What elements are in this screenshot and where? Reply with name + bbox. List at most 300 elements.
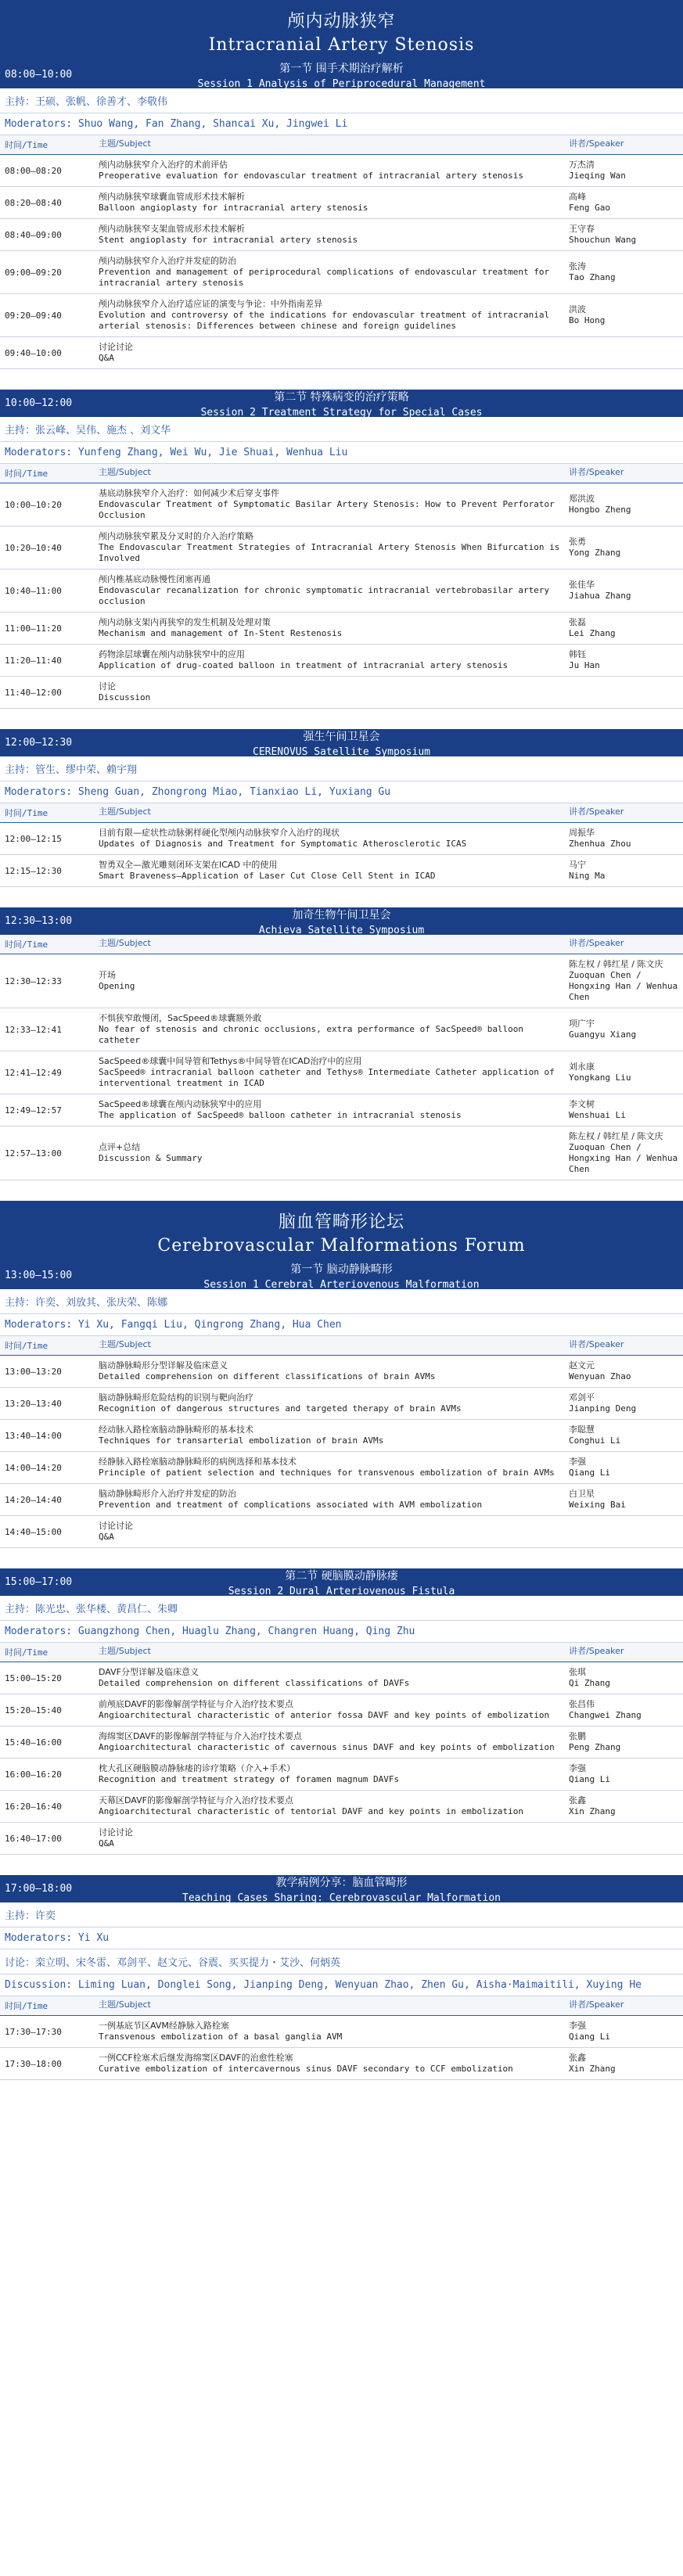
row-time: 17:30—18:00 — [5, 2058, 62, 2069]
row-subject — [99, 256, 569, 289]
session-chairs: 主持：管生、缪中荣、赖宇翔 — [0, 756, 683, 781]
column-speaker-header: 讲者/Speaker — [569, 938, 624, 948]
speaker-name-cn: 刘永康 — [569, 1062, 595, 1072]
column-time-header: 时间/Time — [5, 808, 49, 818]
row-speaker — [569, 1699, 678, 1721]
section-gap — [0, 1180, 683, 1201]
row-subject-cn: 讨论讨论 — [99, 1827, 133, 1838]
table-row — [0, 1516, 683, 1548]
row-subject-cn: 讨论 — [99, 681, 116, 692]
table-row — [0, 855, 683, 887]
row-subject — [99, 1699, 569, 1721]
session-header — [0, 907, 683, 935]
row-subject-en: Curative embolization of intercavernous sinus DAVF secondary to CCF embolization — [99, 2064, 513, 2074]
row-subject-en: Stent angioplasty for intracranial artery stenosis — [99, 235, 358, 245]
column-time-header: 时间/Time — [5, 140, 49, 150]
row-speaker — [569, 1795, 678, 1817]
row-speaker — [569, 1667, 678, 1689]
row-subject-en: Q&A — [99, 353, 114, 363]
row-speaker — [569, 649, 678, 671]
row-speaker — [569, 160, 678, 181]
row-time: 10:40—11:00 — [5, 585, 62, 596]
row-subject-en: Recognition of dangerous structures and targeted therapy of brain AVMs — [99, 1403, 462, 1414]
row-subject-cn: 不惧狭窄敢慢闭，SacSpeed®球囊额外敢 — [99, 1013, 262, 1023]
session-time: 13:00—15:00 — [5, 1270, 73, 1281]
row-time: 13:20—13:40 — [5, 1398, 62, 1409]
session-time: 15:00—17:00 — [5, 1576, 73, 1588]
speaker-name-en: Weixing Bai — [569, 1500, 626, 1510]
table-row — [0, 645, 683, 677]
speaker-name-cn: 李聪慧 — [569, 1425, 595, 1435]
row-subject-en: No fear of stenosis and chronic occlusions, extra performance of SacSpeed® balloon catheter — [99, 1024, 524, 1045]
speaker-name-cn: 陈左权 / 韩红星 / 陈文庆 — [569, 1131, 663, 1141]
speaker-name-en: Ning Ma — [569, 871, 606, 881]
session-moderators: Moderators: Yi Xu, Fangqi Liu, Qingrong Zhang, Hua Chen — [0, 1314, 683, 1336]
row-subject-cn: 一例CCF栓塞术后继发海绵窦区DAVF的治愈性栓塞 — [99, 2053, 293, 2063]
row-speaker — [569, 1425, 678, 1446]
session-moderators: Moderators: Yunfeng Zhang, Wei Wu, Jie Shuai, Wenhua Liu — [0, 442, 683, 464]
row-subject-cn: SacSpeed®球囊中间导管和Tethys®中间导管在ICAD治疗中的应用 — [99, 1056, 362, 1066]
row-subject-en: Q&A — [99, 1838, 114, 1848]
column-time-header: 时间/Time — [5, 2001, 49, 2011]
table-row — [0, 677, 683, 709]
row-speaker — [569, 1457, 678, 1478]
forum-title-cn: 颅内动脉狭窄 — [287, 12, 396, 31]
speaker-name-cn: 张昌伟 — [569, 1699, 595, 1709]
forum-title-en: Cerebrovascular Malformations Forum — [157, 1236, 526, 1256]
column-subject-header: 主题/Subject — [99, 807, 151, 817]
row-speaker — [569, 1131, 678, 1175]
section-gap — [0, 1548, 683, 1568]
table-row — [0, 1420, 683, 1452]
column-subject-header: 主题/Subject — [99, 1646, 151, 1656]
row-subject — [99, 970, 569, 992]
row-subject — [99, 488, 569, 521]
speaker-name-en: Changwei Zhang — [569, 1710, 642, 1720]
session-title-cn: 第一节 围手术期治疗解析 — [279, 62, 404, 75]
row-time: 12:00—12:15 — [5, 833, 62, 844]
row-speaker — [569, 2053, 678, 2075]
table-row — [0, 251, 683, 294]
column-time-header: 时间/Time — [5, 1647, 49, 1658]
speaker-name-cn: 韩钰 — [569, 649, 586, 659]
speaker-name-cn: 李文树 — [569, 1099, 595, 1109]
row-speaker — [569, 261, 678, 283]
speaker-name-cn: 张磊 — [569, 617, 586, 627]
session-header — [0, 729, 683, 756]
speaker-name-cn: 张勇 — [569, 537, 586, 547]
row-time: 14:00—14:20 — [5, 1462, 62, 1473]
table-header — [0, 1996, 683, 2016]
row-time: 09:40—10:00 — [5, 347, 62, 358]
row-subject-en: Principle of patient selection and techniques for transvenous embolization of brain AVMs — [99, 1468, 555, 1478]
speaker-name-cn: 张涛 — [569, 261, 586, 271]
table-row — [0, 187, 683, 219]
speaker-name-en: Jiahua Zhang — [569, 591, 631, 601]
speaker-name-en: Zuoquan Chen / Hongxing Han / Wenhua Chen — [569, 970, 678, 1002]
table-row — [0, 219, 683, 251]
speaker-name-cn: 高峰 — [569, 192, 586, 202]
row-time: 15:20—15:40 — [5, 1705, 62, 1716]
session-time: 12:30—13:00 — [5, 915, 73, 927]
row-subject — [99, 1489, 569, 1511]
row-subject-en: Prevention and management of periprocedural complications of endovascular treatment for intracranial artery stenosis — [99, 267, 550, 288]
column-time-header: 时间/Time — [5, 469, 49, 479]
speaker-name-en: Ju Han — [569, 660, 600, 670]
row-subject-en: Angioarchitectural characteristic of tentorial DAVF and key points in embolization — [99, 1806, 524, 1816]
table-row — [0, 1662, 683, 1694]
speaker-name-en: Xin Zhang — [569, 2064, 616, 2074]
speaker-name-en: Lei Zhang — [569, 628, 616, 638]
speaker-name-en: Wenshuai Li — [569, 1110, 626, 1120]
speaker-name-en: Peng Zhang — [569, 1742, 621, 1752]
row-time: 12:15—12:30 — [5, 865, 62, 876]
row-subject-cn: 脑动静脉畸形分型详解及临床意义 — [99, 1360, 228, 1371]
table-header — [0, 464, 683, 483]
table-header — [0, 1336, 683, 1356]
table-row — [0, 1484, 683, 1516]
speaker-name-en: Bo Hong — [569, 315, 606, 325]
session-chairs: 主持：许奕 — [0, 1902, 683, 1928]
speaker-name-en: Wenyuan Zhao — [569, 1371, 631, 1381]
column-subject-header: 主题/Subject — [99, 467, 151, 477]
row-subject-cn: 颅内动脉狭窄球囊血管成形术技术解析 — [99, 192, 245, 202]
forum-header — [0, 1201, 683, 1262]
session-title-cn: 第二节 特殊病变的治疗策略 — [274, 390, 409, 404]
row-time: 17:30—17:30 — [5, 2026, 62, 2037]
row-subject-cn: 经动脉入路栓塞脑动静脉畸形的基本技术 — [99, 1425, 253, 1435]
table-row — [0, 823, 683, 855]
session-title-cn: 加奇生物午间卫星会 — [292, 908, 391, 922]
table-header — [0, 135, 683, 155]
row-speaker — [569, 192, 678, 214]
row-subject — [99, 1827, 569, 1849]
session-title-en: Session 1 Analysis of Periprocedural Management — [197, 77, 486, 90]
row-subject — [99, 1457, 569, 1478]
session-moderators: Moderators: Shuo Wang, Fan Zhang, Shancai Xu, Jingwei Li — [0, 113, 683, 135]
row-subject-en: Smart Braveness—Application of Laser Cut Close Cell Stent in ICAD — [99, 871, 436, 881]
speaker-name-cn: 李强 — [569, 1457, 586, 1467]
session-header — [0, 61, 683, 88]
row-subject-en: Prevention and treatment of complications associated with AVM embolization — [99, 1500, 483, 1510]
speaker-name-cn: 郑洪波 — [569, 494, 595, 504]
session-moderators: Moderators: Sheng Guan, Zhongrong Miao, Tianxiao Li, Yuxiang Gu — [0, 781, 683, 803]
row-speaker — [569, 1099, 678, 1121]
session-chairs: 主持：张云峰、吴伟、施杰 、刘文华 — [0, 417, 683, 442]
table-row — [0, 1094, 683, 1126]
row-speaker — [569, 224, 678, 246]
speaker-name-cn: 周振华 — [569, 828, 595, 838]
session-chairs: 主持：王硕、张帆、徐善才、李敬伟 — [0, 88, 683, 113]
row-subject-cn: 天幕区DAVF的影像解剖学特征与介入治疗技术要点 — [99, 1795, 293, 1805]
row-time: 14:20—14:40 — [5, 1494, 62, 1505]
session-title-en: Session 1 Cerebral Arteriovenous Malformation — [203, 1278, 480, 1291]
row-speaker — [569, 304, 678, 326]
row-speaker — [569, 828, 678, 850]
row-subject — [99, 1763, 569, 1785]
session-title-cn: 第一节 脑动静脉畸形 — [290, 1263, 393, 1276]
speaker-name-cn: 马宁 — [569, 860, 586, 870]
table-row — [0, 569, 683, 613]
row-speaker — [569, 1763, 678, 1785]
row-subject-cn: 脑动静脉畸形介入治疗并发症的防治 — [99, 1489, 236, 1499]
session-title-en: CERENOVUS Satellite Symposium — [253, 745, 430, 758]
row-time: 15:40—16:00 — [5, 1737, 62, 1748]
row-subject — [99, 1360, 569, 1382]
section-gap — [0, 887, 683, 907]
row-subject-en: Angioarchitectural characteristic of cavernous sinus DAVF and key points of embolization — [99, 1742, 555, 1752]
row-subject — [99, 299, 569, 332]
table-row — [0, 483, 683, 526]
table-row — [0, 1008, 683, 1051]
column-speaker-header: 讲者/Speaker — [569, 1646, 624, 1656]
table-row — [0, 1823, 683, 1855]
row-subject — [99, 1425, 569, 1446]
row-subject-cn: 枕大孔区硬脑膜动静脉瘘的诊疗策略（介入+手术） — [99, 1763, 296, 1773]
speaker-name-en: Qiang Li — [569, 2032, 610, 2042]
row-subject-cn: 颅内动脉狭窄介入治疗的术前评估 — [99, 160, 228, 170]
speaker-name-cn: 赵文元 — [569, 1360, 595, 1371]
table-row — [0, 1791, 683, 1823]
row-subject-en: Application of drug-coated balloon in treatment of intracranial artery stenosis — [99, 660, 509, 670]
speaker-name-cn: 李强 — [569, 2021, 586, 2031]
row-subject-en: Transvenous embolization of a basal ganglia AVM — [99, 2032, 343, 2042]
table-row — [0, 2016, 683, 2048]
speaker-name-en: Qiang Li — [569, 1468, 610, 1478]
session-time: 08:00—10:00 — [5, 69, 73, 81]
speaker-name-en: Jieqing Wan — [569, 171, 626, 181]
row-subject-cn: 颅内动脉狭窄介入治疗并发症的防治 — [99, 256, 236, 266]
session-title-en: Teaching Cases Sharing: Cerebrovascular Malformation — [182, 1892, 501, 1904]
row-subject — [99, 2021, 569, 2042]
table-row — [0, 1452, 683, 1484]
row-time: 08:00—08:20 — [5, 165, 62, 176]
row-subject — [99, 860, 569, 882]
session-header — [0, 1875, 683, 1902]
row-time: 12:57—13:00 — [5, 1148, 62, 1159]
section-gap — [0, 1855, 683, 1875]
speaker-name-cn: 张佳华 — [569, 580, 595, 590]
row-time: 16:20—16:40 — [5, 1801, 62, 1812]
column-subject-header: 主题/Subject — [99, 138, 151, 149]
row-time: 12:49—12:57 — [5, 1105, 62, 1116]
row-subject-cn: 讨论讨论 — [99, 342, 133, 352]
row-subject-en: Opening — [99, 981, 135, 991]
row-subject — [99, 1392, 569, 1414]
speaker-name-en: Qi Zhang — [569, 1678, 610, 1688]
table-row — [0, 1759, 683, 1791]
speaker-name-en: Zuoquan Chen / Hongxing Han / Wenhua Chen — [569, 1142, 678, 1174]
row-subject-en: Techniques for transarterial embolization of brain AVMs — [99, 1435, 384, 1446]
row-time: 09:00—09:20 — [5, 267, 62, 278]
row-subject-en: SacSpeed® intracranial balloon catheter and Tethys® Intermediate Catheter application of interventional treatment in ICAD — [99, 1067, 555, 1088]
speaker-name-cn: 张琪 — [569, 1667, 586, 1677]
row-time: 16:40—17:00 — [5, 1833, 62, 1844]
row-subject-en: Detailed comprehension on different classifications of DAVFs — [99, 1678, 410, 1688]
session-moderators: Moderators: Yi Xu — [0, 1928, 683, 1949]
row-time: 12:41—12:49 — [5, 1067, 62, 1078]
row-subject-en: Detailed comprehension on different classifications of brain AVMs — [99, 1371, 436, 1381]
speaker-name-en: Qiang Li — [569, 1774, 610, 1784]
row-subject-en: Recognition and treatment strategy of foramen magnum DAVFs — [99, 1774, 400, 1784]
row-speaker — [569, 1489, 678, 1511]
row-time: 13:00—13:20 — [5, 1366, 62, 1377]
column-time-header: 时间/Time — [5, 1341, 49, 1351]
table-header — [0, 803, 683, 823]
row-time: 08:20—08:40 — [5, 197, 62, 208]
row-subject-cn: 颅内椎基底动脉慢性闭塞再通 — [99, 574, 210, 584]
column-speaker-header: 讲者/Speaker — [569, 138, 624, 149]
table-header — [0, 935, 683, 954]
row-time: 10:20—10:40 — [5, 542, 62, 553]
row-subject — [99, 2053, 569, 2075]
speaker-name-en: Tao Zhang — [569, 272, 616, 282]
speaker-name-en: Zhenhua Zhou — [569, 839, 631, 849]
row-subject-cn: 前颅底DAVF的影像解剖学特征与介入治疗技术要点 — [99, 1699, 293, 1709]
speaker-name-en: Shouchun Wang — [569, 235, 637, 245]
row-subject-en: Balloon angioplasty for intracranial artery stenosis — [99, 203, 368, 213]
table-row — [0, 1726, 683, 1759]
row-subject-cn: 颅内动脉支架内再狭窄的发生机制及处理对策 — [99, 617, 271, 627]
session-title-en: Session 2 Dural Arteriovenous Fistula — [228, 1585, 455, 1597]
session-time: 10:00—12:00 — [5, 397, 73, 409]
row-speaker — [569, 1360, 678, 1382]
forum-title-cn: 脑血管畸形论坛 — [278, 1213, 404, 1232]
table-row — [0, 613, 683, 645]
column-speaker-header: 讲者/Speaker — [569, 1339, 624, 1349]
row-subject-en: The application of SacSpeed® balloon catheter in intracranial stenosis — [99, 1110, 462, 1120]
speaker-name-cn: 白卫星 — [569, 1489, 595, 1499]
row-time: 12:30—12:33 — [5, 975, 62, 986]
table-row — [0, 1051, 683, 1094]
column-subject-header: 主题/Subject — [99, 1999, 151, 2010]
forum-header — [0, 0, 683, 61]
row-time: 09:20—09:40 — [5, 310, 62, 321]
session-chairs: 主持：陈光忠、张华楼、黄昌仁、朱卿 — [0, 1596, 683, 1621]
speaker-name-cn: 张鹏 — [569, 1731, 586, 1741]
column-subject-header: 主题/Subject — [99, 938, 151, 948]
column-speaker-header: 讲者/Speaker — [569, 1999, 624, 2010]
session-header — [0, 390, 683, 417]
row-subject — [99, 574, 569, 607]
row-subject-cn: 药物涂层球囊在颅内动脉狭窄中的应用 — [99, 649, 245, 659]
table-row — [0, 294, 683, 337]
row-subject-cn: 海绵窦区DAVF的影像解剖学特征与介入治疗技术要点 — [99, 1731, 302, 1741]
row-subject — [99, 1731, 569, 1753]
column-speaker-header: 讲者/Speaker — [569, 467, 624, 477]
forum-title-en: Intracranial Artery Stenosis — [208, 35, 475, 55]
row-subject — [99, 192, 569, 214]
session-discussion-cn: 讨论：栾立明、宋冬雷、邓剑平、赵文元、谷震、买买提力・艾沙、何炳英 — [0, 1949, 683, 1974]
row-subject-cn: 一例基底节区AVM经静脉入路栓塞 — [99, 2021, 229, 2031]
row-time: 11:40—12:00 — [5, 687, 62, 698]
row-subject-cn: 脑动静脉畸形危险结构的识别与靶向治疗 — [99, 1392, 253, 1403]
row-subject-en: Endovascular Treatment of Symptomatic Basilar Artery Stenosis: How to Prevent Perforator Occlusion — [99, 499, 555, 520]
column-subject-header: 主题/Subject — [99, 1339, 151, 1349]
section-gap — [0, 369, 683, 390]
speaker-name-en: Jianping Deng — [569, 1403, 637, 1414]
speaker-name-en: Hongbo Zheng — [569, 505, 631, 515]
row-subject — [99, 1795, 569, 1817]
speaker-name-cn: 邓剑平 — [569, 1392, 595, 1403]
speaker-name-cn: 陈左权 / 韩红星 / 陈文庆 — [569, 959, 663, 969]
row-subject-en: Mechanism and management of In-Stent Restenosis — [99, 628, 343, 638]
row-subject — [99, 1013, 569, 1046]
row-subject-en: Discussion & Summary — [99, 1153, 203, 1163]
table-row — [0, 2048, 683, 2080]
row-subject-cn: 颅内动脉狭窄支架血管成形术技术解析 — [99, 224, 245, 234]
row-time: 12:33—12:41 — [5, 1024, 62, 1035]
session-chairs: 主持：许奕、刘放其、张庆荣、陈娜 — [0, 1289, 683, 1314]
row-subject — [99, 160, 569, 181]
row-subject — [99, 1521, 569, 1543]
session-title-en: Session 2 Treatment Strategy for Special Cases — [200, 406, 483, 419]
row-time: 08:40—09:00 — [5, 229, 62, 240]
speaker-name-en: Xin Zhang — [569, 1806, 616, 1816]
speaker-name-cn: 李强 — [569, 1763, 586, 1773]
row-time: 11:00—11:20 — [5, 623, 62, 634]
row-time: 10:00—10:20 — [5, 499, 62, 510]
column-time-header: 时间/Time — [5, 940, 49, 950]
row-subject — [99, 342, 569, 364]
session-header — [0, 1262, 683, 1289]
speaker-name-en: Guangyu Xiang — [569, 1029, 637, 1040]
row-speaker — [569, 1392, 678, 1414]
session-header — [0, 1568, 683, 1596]
table-row — [0, 954, 683, 1008]
column-speaker-header: 讲者/Speaker — [569, 807, 624, 817]
table-row — [0, 155, 683, 187]
row-speaker — [569, 537, 678, 559]
row-speaker — [569, 494, 678, 516]
row-speaker — [569, 2021, 678, 2042]
row-speaker — [569, 1731, 678, 1753]
row-subject — [99, 1667, 569, 1689]
row-time: 16:00—16:20 — [5, 1769, 62, 1780]
speaker-name-cn: 项广宇 — [569, 1019, 595, 1029]
session-title-en: Achieva Satellite Symposium — [258, 924, 425, 936]
row-subject-en: The Endovascular Treatment Strategies of Intracranial Artery Stenosis When Bifurcation is Involved — [99, 542, 560, 563]
row-subject — [99, 1099, 569, 1121]
row-subject-en: Updates of Diagnosis and Treatment for Symptomatic Atherosclerotic ICAS — [99, 839, 467, 849]
row-subject — [99, 649, 569, 671]
row-subject-cn: 开场 — [99, 970, 116, 980]
row-speaker — [569, 860, 678, 882]
row-subject — [99, 681, 569, 703]
row-speaker — [569, 580, 678, 602]
speaker-name-cn: 王守春 — [569, 224, 595, 234]
row-subject-en: Evolution and controversy of the indications for endovascular treatment of intracranial arterial stenosis: Differences between chinese and foreign guidelines — [99, 310, 550, 331]
row-subject-cn: SacSpeed®球囊在颅内动脉狭窄中的应用 — [99, 1099, 262, 1109]
row-subject-cn: 点评+总结 — [99, 1142, 141, 1152]
section-gap — [0, 709, 683, 729]
row-subject-cn: DAVF分型详解及临床意义 — [99, 1667, 199, 1677]
row-speaker — [569, 1019, 678, 1040]
row-subject-en: Preoperative evaluation for endovascular treatment of intracranial artery stenosis — [99, 171, 524, 181]
table-row — [0, 526, 683, 569]
row-time: 15:00—15:20 — [5, 1672, 62, 1683]
row-subject-en: Angioarchitectural characteristic of anterior fossa DAVF and key points of embolization — [99, 1710, 550, 1720]
row-subject-cn: 基底动脉狭窄介入治疗：如何减少术后穿支事件 — [99, 488, 279, 498]
row-subject-en: Endovascular recanalization for chronic symptomatic intracranial vertebrobasilar artery occlusion — [99, 585, 550, 606]
session-discussion-en: Discussion: Liming Luan, Donglei Song, Jianping Deng, Wenyuan Zhao, Zhen Gu, Aisha·Maimaitili, Xuying He — [0, 1974, 683, 1996]
table-row — [0, 337, 683, 369]
table-row — [0, 1388, 683, 1420]
row-subject-cn: 讨论讨论 — [99, 1521, 133, 1531]
row-subject-cn: 经静脉入路栓塞脑动静脉畸形的病例选择和基本技术 — [99, 1457, 297, 1467]
row-subject — [99, 828, 569, 850]
speaker-name-en: Conghui Li — [569, 1435, 621, 1446]
